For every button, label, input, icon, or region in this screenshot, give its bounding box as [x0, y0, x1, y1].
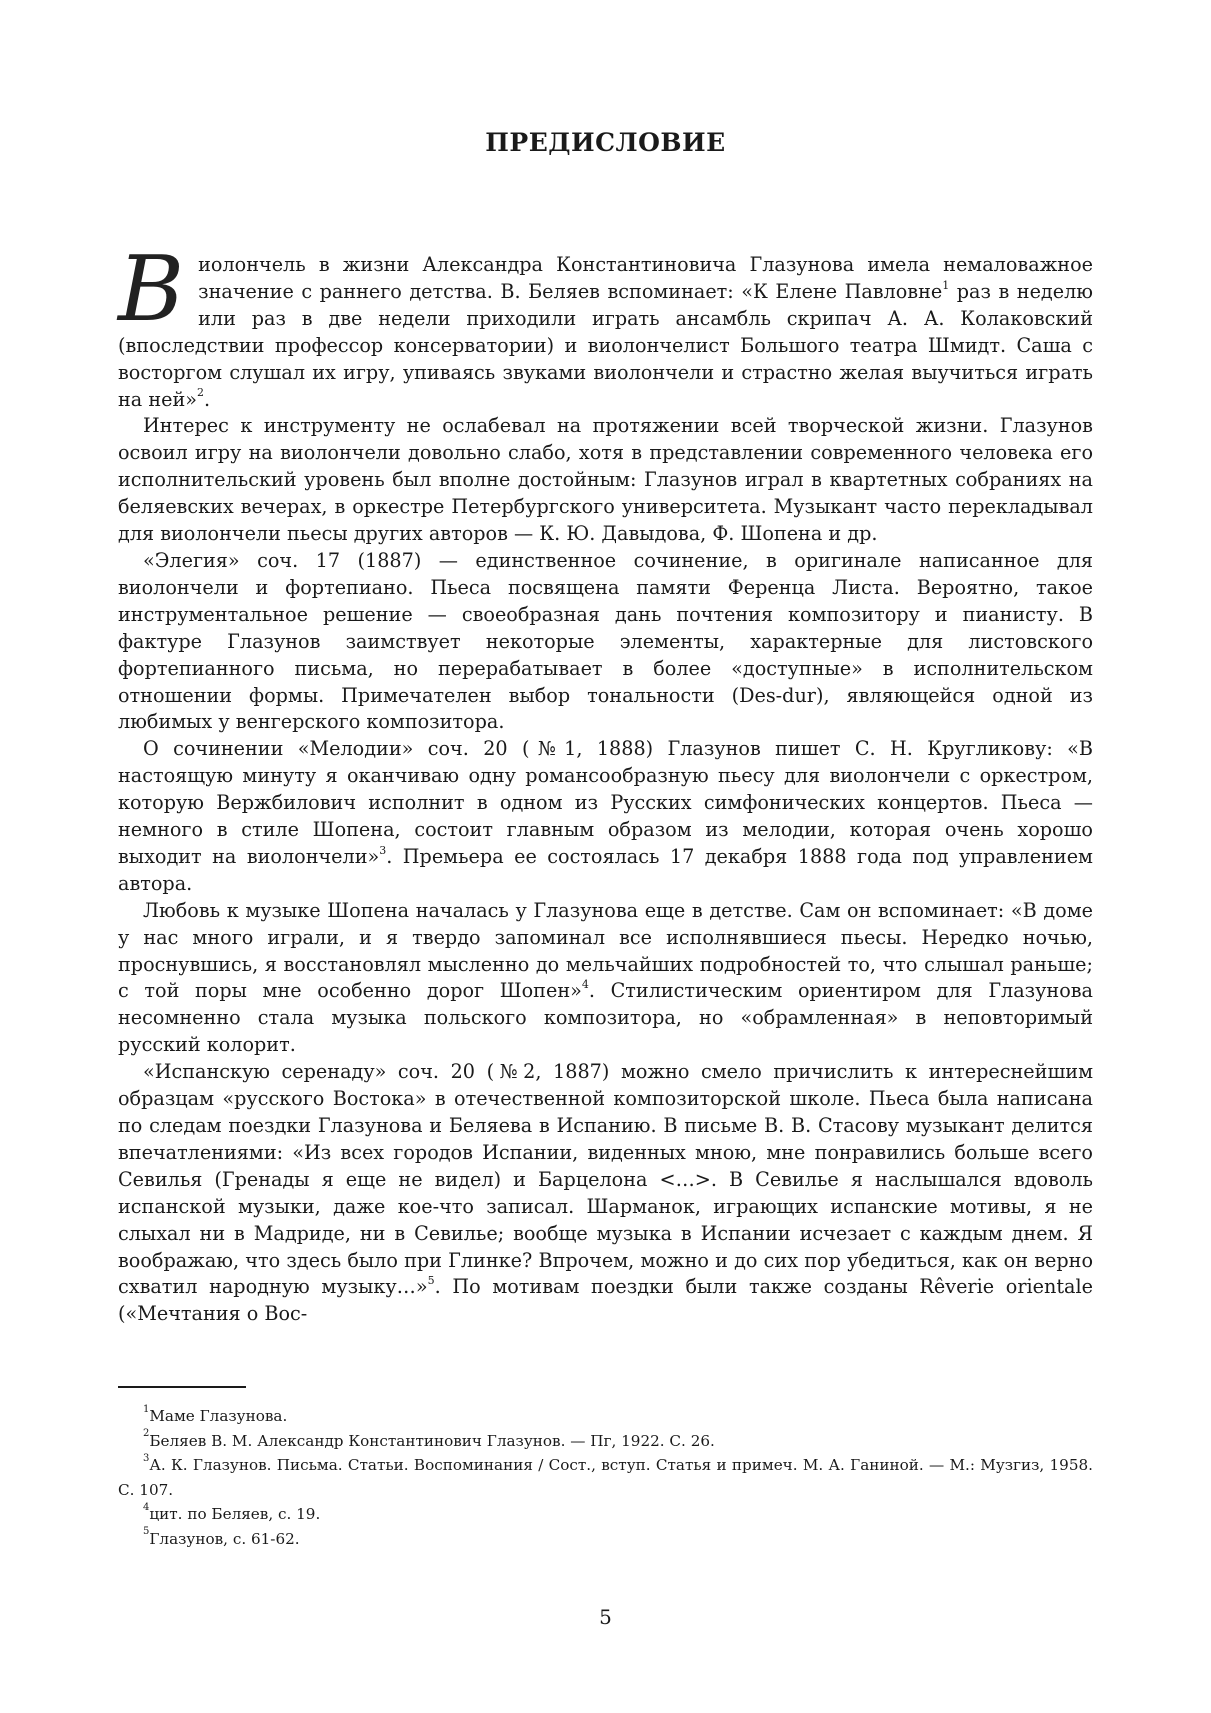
footnote-number: 3 [143, 1452, 150, 1464]
paragraph-text: «Испанскую серенаду» соч. 20 (№2, 1887) можно смело причислить к интереснейшим образцам «русского Востока» в отечественной композиторской школе. Пьеса была написана по следам поездки Глазунова и Беляева в Испанию. В письме В. В. Стасову музыкант делится впечатлениями: «Из всех городов Испании, виденных мною, мне понравились больше всего Севилья (Гренады я еще не видел) и Барцелона <…>. В Севилье я наслышался вдоволь испанской музыки, даже кое-что записал. Шарманок, играющих испанские мотивы, я не слыхал ни в Мадриде, ни в Севилье; вообще музыка в Испании исчезает с каждым днем. Я воображаю, что здесь было при Глинке? Впрочем, можно и до сих пор убедиться, как он верно схватил народную музыку…» [118, 1060, 1093, 1299]
footnote-number: 5 [143, 1526, 150, 1538]
footnote [118, 1527, 1093, 1552]
footnote-number: 1 [143, 1403, 150, 1415]
footnote-number: 2 [143, 1428, 150, 1440]
page-title: ПРЕДИСЛОВИЕ [485, 128, 726, 157]
footnote-ref: 2 [197, 386, 204, 400]
footnotes [118, 1404, 1093, 1551]
page-number: 5 [599, 1605, 612, 1629]
paragraph-text: . [204, 387, 211, 411]
footnote-text: Беляев В. М. Александр Константинович Глазунов. — Пг, 1922. С. 26. [149, 1431, 715, 1450]
paragraph-text: О сочинении «Мелодии» соч. 20 (№1, 1888) Глазунов пишет С. Н. Кругликову: «В настоящую минуту я оканчиваю одну романсообразную пьесу для виолончели с оркестром, которую Вержбилович исполнит в одном из Русских симфонических концертов. Пьеса — немного в стиле Шопена, состоит главным образом из мелодии, которая очень хорошо выходит на виолончели» [118, 737, 1093, 868]
footnote-ref: 4 [581, 978, 589, 992]
body-text [118, 237, 1093, 1328]
paragraph [118, 898, 1093, 1059]
paragraph [118, 736, 1093, 897]
paragraph-text: . По мотивам поездки были также созданы Rêverie orientale («Мечтания о Вос- [118, 1275, 1093, 1326]
footnote-text: Глазунов, с. 61-62. [149, 1529, 300, 1548]
footnote-separator [118, 1386, 246, 1388]
drop-cap: В [118, 237, 185, 342]
footnote-number: 4 [143, 1501, 150, 1513]
footnote-text: цит. по Беляев, с. 19. [149, 1505, 321, 1523]
footnote [118, 1453, 1093, 1502]
paragraph-text: Интерес к инструменту не ослабевал на протяжении всей творческой жизни. Глазунов освоил игру на виолончели довольно слабо, хотя в представлении современного человека его исполнительский уровень был вполне достойным: Глазунов играл в квартетных собраниях на беляевских вечерах, в оркестре Петербургского университета. Музыкант часто перекладывал для виолончели пьесы других авторов — К. Ю. Давыдова, Ф. Шопена и др. [118, 414, 1093, 546]
footnote-ref: 1 [942, 278, 950, 292]
paragraph [118, 548, 1093, 736]
footnote [118, 1404, 1093, 1429]
footnote-text: А. К. Глазунов. Письма. Статьи. Воспоминания / Сост., вступ. Статья и примеч. М. А. Ганиной. — М.: Музгиз, 1958. С. 107. [118, 1456, 1093, 1499]
paragraph-text: раз в неделю или раз в две недели приходили играть ансамбль скрипач А. А. Колаковский (впоследствии профессор консерватории) и виолончелист Большого театра Шмидт. Саша с восторгом слушал их игру, упиваясь звуками виолончели и страстно желая выучиться играть на ней» [118, 279, 1093, 411]
footnote [118, 1502, 1093, 1527]
paragraph [118, 1059, 1093, 1328]
footnote-ref: 3 [379, 843, 387, 857]
footnote-ref: 5 [427, 1274, 435, 1288]
paragraph-text: . Стилистическим ориентиром для Глазунова несомненно стала музыка польского композитора, но «обрамленная» в неповторимый русский колорит. [118, 979, 1093, 1057]
footnote-text: Маме Глазунова. [149, 1407, 288, 1425]
paragraph [118, 237, 1093, 413]
paragraph-text: «Элегия» соч. 17 (1887) — единственное сочинение, в оригинале написанное для виолончели и фортепиано. Пьеса посвящена памяти Ференца Листа. Вероятно, такое инструментальное решение — своеобразная дань почтения композитору и пианисту. В фактуре Глазунов заимствует некоторые элементы, характерные для листовского фортепианного письма, но перерабатывает в более «доступные» в исполнительском отношении формы. Примечателен выбор тональности (Des-dur), являющейся одной из любимых у венгерского композитора. [118, 548, 1093, 734]
paragraph-text: Любовь к музыке Шопена началась у Глазунова еще в детстве. Сам он вспоминает: «В доме у нас много играли, и я твердо запоминал все исполнявшиеся пьесы. Нередко ночью, проснувшись, я восстановлял мысленно до мельчайших подробностей то, что слышал раньше; с той поры мне особенно дорог Шопен» [118, 898, 1093, 1003]
paragraph-text: иолончель в жизни Александра Константиновича Глазунова имела немаловажное значение с раннего детства. В. Беляев вспоминает: «К Елене Павловне [198, 253, 1093, 303]
footnote [118, 1429, 1093, 1454]
paragraph-text: . Премьера ее состоялась 17 декабря 1888 года под управлением автора. [118, 844, 1093, 895]
paragraph [118, 413, 1093, 548]
